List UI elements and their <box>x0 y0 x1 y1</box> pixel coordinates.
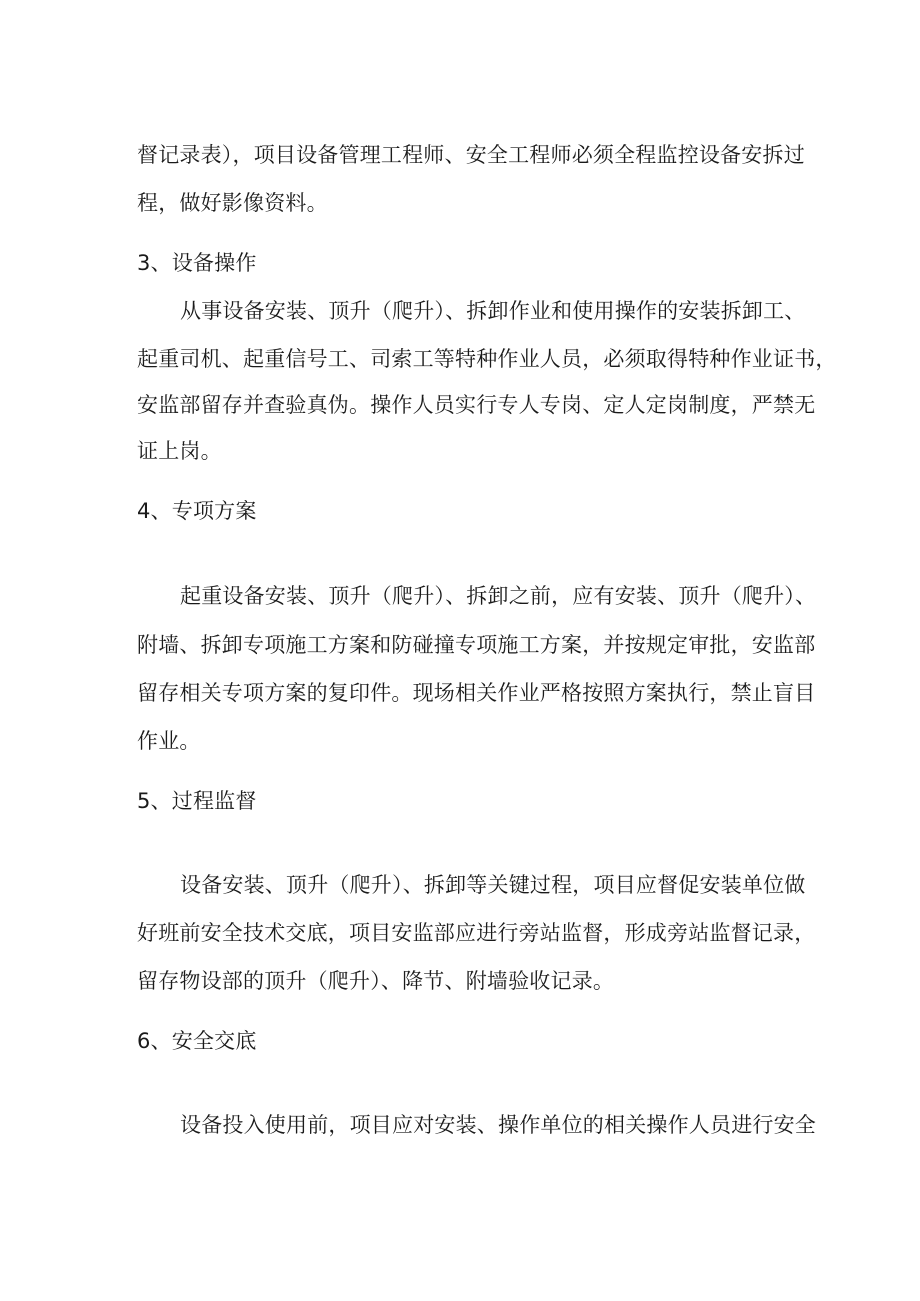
paragraph-line: 设备投入使用前，项目应对安装、操作单位的相关操作人员进行安全 <box>180 1113 816 1137</box>
paragraph-line: 留存物设部的顶升（爬升）、降节、附墙验收记录。 <box>137 969 615 993</box>
paragraph-line: 程，做好影像资料。 <box>137 191 328 215</box>
paragraph-line: 安监部留存并查验真伪。操作人员实行专人专岗、定人定岗制度，严禁无 <box>137 393 816 417</box>
paragraph-line: 从事设备安装、顶升（爬升）、拆卸作业和使用操作的安装拆卸工、 <box>180 299 806 323</box>
paragraph-line: 作业。 <box>137 729 201 753</box>
section-heading: 3、设备操作 <box>137 251 257 275</box>
paragraph-line: 好班前安全技术交底，项目安监部应进行旁站监督，形成旁站监督记录， <box>137 921 816 945</box>
paragraph-line: 附墙、拆卸专项施工方案和防碰撞专项施工方案，并按规定审批，安监部 <box>137 633 816 657</box>
paragraph-line: 设备安装、顶升（爬升）、拆卸等关键过程，项目应督促安装单位做 <box>180 873 806 897</box>
paragraph-line: 证上岗。 <box>137 439 222 463</box>
paragraph-line: 督记录表），项目设备管理工程师、安全工程师必须全程监控设备安拆过 <box>137 143 805 167</box>
section-heading: 4、专项方案 <box>137 499 257 523</box>
section-heading: 5、过程监督 <box>137 789 257 813</box>
paragraph-line: 留存相关专项方案的复印件。现场相关作业严格按照方案执行，禁止盲目 <box>137 681 816 705</box>
section-heading: 6、安全交底 <box>137 1029 257 1053</box>
paragraph-line: 起重司机、起重信号工、司索工等特种作业人员，必须取得特种作业证书， <box>137 347 837 371</box>
paragraph-line: 起重设备安装、顶升（爬升）、拆卸之前，应有安装、顶升（爬升）、 <box>180 584 817 608</box>
